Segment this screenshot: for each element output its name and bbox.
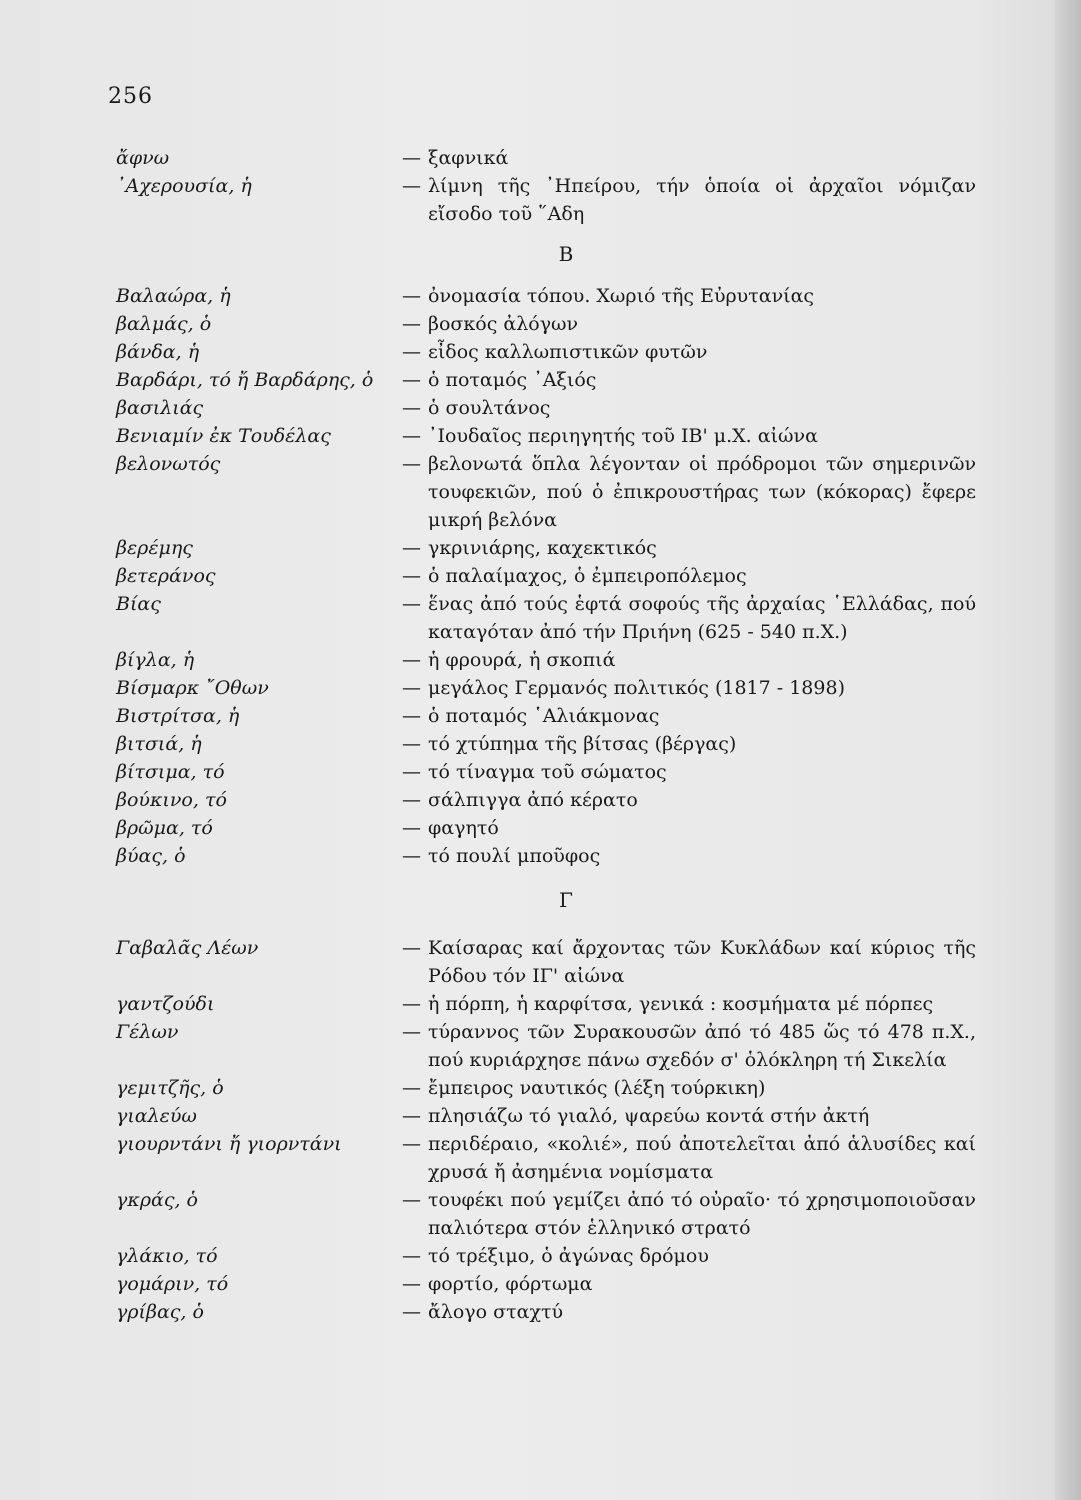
entry-term: βιτσιά, ἡ bbox=[116, 733, 202, 755]
glossary-entry bbox=[116, 1018, 976, 1074]
entry-dash: — bbox=[402, 593, 421, 615]
glossary-entry bbox=[116, 450, 976, 534]
glossary-entry bbox=[116, 1186, 976, 1242]
entry-dash: — bbox=[402, 1133, 421, 1155]
entry-definition: ὀνομασία τόπου. Χωριό τῆς Εὐρυτανίας bbox=[428, 285, 815, 307]
entry-dash: — bbox=[402, 1105, 421, 1127]
entry-definition: λίμνη τῆς ᾿Ηπείρου, τήν ὁποία οἱ ἀρχαῖοι νόμιζαν εἴσοδο τοῦ ῞Αδη bbox=[428, 175, 976, 225]
glossary-entry bbox=[116, 1074, 976, 1102]
glossary-entry bbox=[116, 1102, 976, 1130]
glossary-entry bbox=[116, 144, 976, 172]
entry-definition: σάλπιγγα ἀπό κέρατο bbox=[428, 789, 638, 811]
entry-definition: ὁ παλαίμαχος, ὁ ἐμπειροπόλεμος bbox=[428, 565, 747, 587]
entry-dash: — bbox=[402, 937, 421, 959]
entry-term: βίγλα, ἡ bbox=[116, 649, 195, 671]
entry-definition: τό τίναγμα τοῦ σώματος bbox=[428, 761, 667, 783]
entry-definition: πλησιάζω τό γιαλό, ψαρεύω κοντά στήν ἀκτή bbox=[428, 1105, 870, 1127]
glossary-entry bbox=[116, 1270, 976, 1298]
glossary-entry bbox=[116, 758, 976, 786]
entry-term: βρῶμα, τό bbox=[116, 817, 213, 839]
entry-dash: — bbox=[402, 147, 421, 169]
entry-definition: τό τρέξιμο, ὁ ἀγώνας δρόμου bbox=[428, 1245, 709, 1267]
glossary-entry bbox=[116, 1130, 976, 1186]
entry-definition: φαγητό bbox=[428, 817, 499, 839]
entry-term: βασιλιάς bbox=[116, 397, 204, 419]
glossary-entry bbox=[116, 1242, 976, 1270]
entry-dash: — bbox=[402, 341, 421, 363]
entry-term: γομάριν, τό bbox=[116, 1273, 229, 1295]
entry-definition: ἔμπειρος ναυτικός (λέξη τούρκικη) bbox=[428, 1077, 766, 1099]
glossary-entry bbox=[116, 842, 976, 870]
entry-term: Βαλαώρα, ἡ bbox=[116, 285, 231, 307]
glossary-entry bbox=[116, 730, 976, 758]
entry-dash: — bbox=[402, 845, 421, 867]
entry-dash: — bbox=[402, 705, 421, 727]
glossary-entry bbox=[116, 934, 976, 990]
section-letter: Γ bbox=[559, 888, 573, 912]
entry-term: γιουρντάνι ἤ γιορντάνι bbox=[116, 1133, 342, 1155]
entry-definition: ἕνας ἀπό τούς ἑφτά σοφούς τῆς ἀρχαίας ῾Ελλάδας, πού καταγόταν ἀπό τήν Πριήνη (625 - 540 π.Χ.) bbox=[428, 593, 976, 643]
entry-dash: — bbox=[402, 175, 421, 197]
entry-definition: ᾿Ιουδαῖος περιηγητής τοῦ ΙΒ' μ.Χ. αἰώνα bbox=[428, 425, 818, 447]
entry-term: γεμιτζῆς, ὁ bbox=[116, 1077, 224, 1099]
entry-dash: — bbox=[402, 1189, 421, 1211]
entry-dash: — bbox=[402, 761, 421, 783]
glossary-entry bbox=[116, 814, 976, 842]
glossary-entry bbox=[116, 282, 976, 310]
entry-term: Γαβαλᾶς Λέων bbox=[116, 937, 259, 959]
entry-term: γιαλεύω bbox=[116, 1105, 197, 1127]
entry-dash: — bbox=[402, 369, 421, 391]
entry-definition: βελονωτά ὅπλα λέγονταν οἱ πρόδρομοι τῶν σημερινῶν τουφεκιῶν, πού ὁ ἐπικρουστήρας των (κόκορας) ἔφερε μικρή βελόνα bbox=[428, 453, 976, 531]
entry-term: βετεράνος bbox=[116, 565, 216, 587]
entry-term: βίτσιμα, τό bbox=[116, 761, 225, 783]
entry-dash: — bbox=[402, 397, 421, 419]
glossary-entry bbox=[116, 562, 976, 590]
entry-term: Γέλων bbox=[116, 1021, 179, 1043]
entry-definition: τουφέκι πού γεμίζει ἀπό τό οὐραῖο· τό χρησιμοποιοῦσαν παλιότερα στόν ἑλληνικό στρατό bbox=[428, 1189, 976, 1239]
glossary-entry bbox=[116, 394, 976, 422]
entry-dash: — bbox=[402, 453, 421, 475]
entry-term: Βιστρίτσα, ἡ bbox=[116, 705, 240, 727]
entry-dash: — bbox=[402, 1301, 421, 1323]
entry-definition: τό πουλί μποῦφος bbox=[428, 845, 601, 867]
entry-definition: τύραννος τῶν Συρακουσῶν ἀπό τό 485 ὥς τό 478 π.Χ., πού κυριάρχησε πάνω σχεδόν σ' ὁλόκληρη τή Σικελία bbox=[428, 1021, 976, 1071]
entry-term: Βίσμαρκ ῎Οθων bbox=[116, 677, 269, 699]
entry-dash: — bbox=[402, 1245, 421, 1267]
entry-term: ἄφνω bbox=[116, 147, 170, 169]
entry-dash: — bbox=[402, 733, 421, 755]
entry-definition: τό χτύπημα τῆς βίτσας (βέργας) bbox=[428, 733, 737, 755]
glossary-entry bbox=[116, 646, 976, 674]
glossary-entry bbox=[116, 338, 976, 366]
entry-term: βαλμάς, ὁ bbox=[116, 313, 212, 335]
glossary-entry bbox=[116, 534, 976, 562]
entry-definition: Καίσαρας καί ἄρχοντας τῶν Κυκλάδων καί κύριος τῆς Ρόδου τόν ΙΓ' αἰώνα bbox=[428, 937, 976, 987]
entry-dash: — bbox=[402, 677, 421, 699]
entry-dash: — bbox=[402, 789, 421, 811]
entry-dash: — bbox=[402, 537, 421, 559]
entry-definition: εἶδος καλλωπιστικῶν φυτῶν bbox=[428, 341, 708, 363]
entry-term: Βίας bbox=[116, 593, 161, 615]
entry-definition: ἡ πόρπη, ἡ καρφίτσα, γενικά : κοσμήματα μέ πόρπες bbox=[428, 993, 934, 1015]
glossary-entry bbox=[116, 422, 976, 450]
entry-dash: — bbox=[402, 649, 421, 671]
entry-definition: μεγάλος Γερμανός πολιτικός (1817 - 1898) bbox=[428, 677, 845, 699]
entry-dash: — bbox=[402, 1021, 421, 1043]
entry-term: βάνδα, ἡ bbox=[116, 341, 200, 363]
glossary-entry bbox=[116, 1298, 976, 1326]
entry-definition: ὁ ποταμός ᾿Αξιός bbox=[428, 369, 597, 391]
entry-definition: γκρινιάρης, καχεκτικός bbox=[428, 537, 657, 559]
glossary-entry bbox=[116, 990, 976, 1018]
entry-definition: ἡ φρουρά, ἡ σκοπιά bbox=[428, 649, 616, 671]
glossary-entry bbox=[116, 590, 976, 646]
entry-definition: ξαφνικά bbox=[428, 147, 509, 169]
glossary-entries bbox=[116, 144, 976, 1326]
entry-term: βερέμης bbox=[116, 537, 193, 559]
entry-term: ᾿Αχερουσία, ἡ bbox=[116, 175, 252, 197]
entry-term: βελονωτός bbox=[116, 453, 221, 475]
entry-dash: — bbox=[402, 285, 421, 307]
entry-definition: ἄλογο σταχτύ bbox=[428, 1301, 564, 1323]
page-spine-shadow bbox=[1055, 0, 1081, 1500]
entry-dash: — bbox=[402, 565, 421, 587]
entry-definition: περιδέραιο, «κολιέ», πού ἀποτελεῖται ἀπό ἁλυσίδες καί χρυσά ἤ ἀσημένια νομίσματα bbox=[428, 1133, 976, 1183]
entry-dash: — bbox=[402, 425, 421, 447]
section-letter: Β bbox=[558, 242, 574, 266]
entry-definition: ὁ σουλτάνος bbox=[428, 397, 551, 419]
entry-definition: ὁ ποταμός ῾Αλιάκμονας bbox=[428, 705, 660, 727]
entry-term: βύας, ὁ bbox=[116, 845, 186, 867]
entry-dash: — bbox=[402, 1273, 421, 1295]
entry-dash: — bbox=[402, 993, 421, 1015]
entry-term: Βαρδάρι, τό ἤ Βαρδάρης, ὁ bbox=[116, 369, 374, 391]
entry-dash: — bbox=[402, 313, 421, 335]
entry-term: γρίβας, ὁ bbox=[116, 1301, 204, 1323]
page-number: 256 bbox=[108, 84, 153, 109]
glossary-entry bbox=[116, 674, 976, 702]
glossary-entry bbox=[116, 172, 976, 228]
entry-term: βούκινο, τό bbox=[116, 789, 227, 811]
entry-term: γαντζούδι bbox=[116, 993, 215, 1015]
glossary-entry bbox=[116, 310, 976, 338]
glossary-entry bbox=[116, 366, 976, 394]
entry-term: γλάκιο, τό bbox=[116, 1245, 218, 1267]
glossary-entry bbox=[116, 702, 976, 730]
glossary-entry bbox=[116, 786, 976, 814]
entry-definition: φορτίο, φόρτωμα bbox=[428, 1273, 593, 1295]
entry-dash: — bbox=[402, 1077, 421, 1099]
entry-definition: βοσκός ἀλόγων bbox=[428, 313, 579, 335]
entry-term: γκράς, ὁ bbox=[116, 1189, 198, 1211]
entry-term: Βενιαμίν ἐκ Τουδέλας bbox=[116, 425, 331, 447]
entry-dash: — bbox=[402, 817, 421, 839]
